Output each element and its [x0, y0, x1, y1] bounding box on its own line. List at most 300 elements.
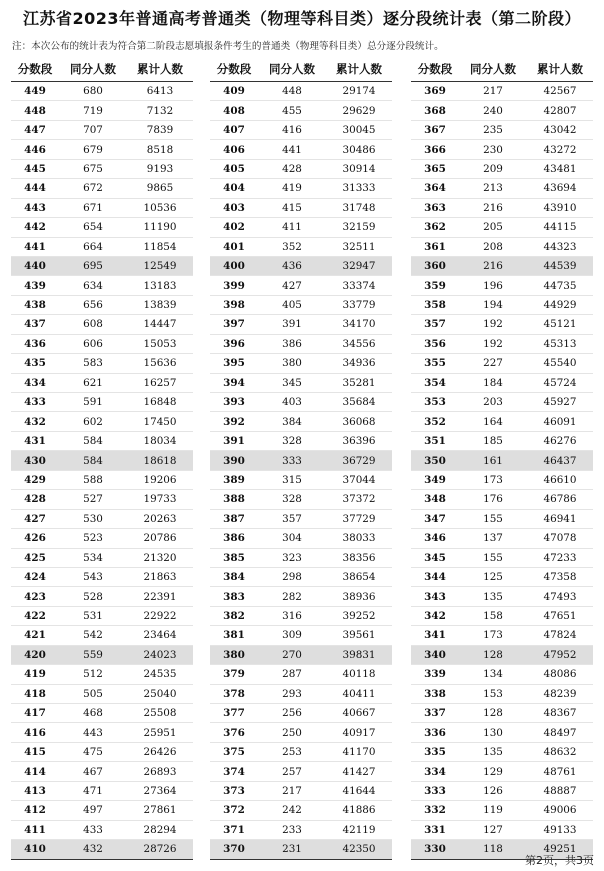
cumulative-cell: 40118 — [342, 668, 376, 681]
table-row — [411, 471, 593, 490]
cumulative-cell: 44539 — [543, 260, 577, 273]
cumulative-cell: 22391 — [143, 590, 177, 603]
table-row — [210, 412, 392, 431]
count-cell: 542 — [83, 629, 103, 642]
score-cell: 336 — [424, 726, 446, 739]
count-cell: 158 — [483, 610, 503, 623]
score-cell: 441 — [24, 240, 46, 253]
table-row — [11, 82, 193, 101]
table-row — [210, 587, 392, 606]
cumulative-cell: 45724 — [543, 376, 577, 389]
table-rows — [11, 82, 193, 860]
page-title: 江苏省2023年普通高考普通类（物理等科目类）逐分段统计表（第二阶段） — [22, 9, 582, 28]
score-cell: 436 — [24, 337, 46, 350]
cumulative-cell: 12549 — [143, 260, 177, 273]
count-cell: 654 — [83, 221, 103, 234]
count-cell: 386 — [282, 337, 302, 350]
score-cell: 444 — [24, 182, 46, 195]
score-cell: 413 — [24, 784, 46, 797]
cumulative-cell: 18034 — [143, 435, 177, 448]
table-row — [210, 782, 392, 801]
score-cell: 434 — [24, 376, 46, 389]
cumulative-cell: 41644 — [342, 784, 376, 797]
score-cell: 360 — [424, 260, 446, 273]
table-row — [411, 821, 593, 840]
score-cell: 410 — [24, 843, 46, 856]
table-row — [11, 412, 193, 431]
header-count: 同分人数 — [470, 62, 516, 76]
count-cell: 352 — [282, 240, 302, 253]
score-cell: 429 — [24, 473, 46, 486]
score-cell: 445 — [24, 162, 46, 175]
score-cell: 376 — [223, 726, 245, 739]
table-row — [11, 685, 193, 704]
cumulative-cell: 41170 — [342, 746, 376, 759]
table-row — [210, 374, 392, 393]
count-cell: 293 — [282, 687, 302, 700]
table-row — [11, 607, 193, 626]
score-cell: 439 — [24, 279, 46, 292]
cumulative-cell: 47952 — [543, 648, 577, 661]
table-row — [11, 335, 193, 354]
count-cell: 213 — [483, 182, 503, 195]
count-cell: 405 — [282, 299, 302, 312]
cumulative-cell: 9193 — [146, 162, 174, 175]
table-row — [210, 607, 392, 626]
score-cell: 392 — [223, 415, 245, 428]
table-row — [210, 140, 392, 159]
count-cell: 427 — [282, 279, 302, 292]
score-cell: 364 — [424, 182, 446, 195]
count-cell: 443 — [83, 726, 103, 739]
score-cell: 418 — [24, 687, 46, 700]
count-cell: 380 — [282, 357, 302, 370]
cumulative-cell: 36068 — [342, 415, 376, 428]
count-cell: 664 — [83, 240, 103, 253]
score-cell: 363 — [424, 201, 446, 214]
count-cell: 719 — [83, 104, 103, 117]
score-cell: 382 — [223, 610, 245, 623]
cumulative-cell: 30914 — [342, 162, 376, 175]
count-cell: 173 — [483, 629, 503, 642]
count-cell: 257 — [282, 765, 302, 778]
score-cell: 422 — [24, 610, 46, 623]
table-row — [411, 276, 593, 295]
count-cell: 328 — [282, 435, 302, 448]
cumulative-cell: 13183 — [143, 279, 177, 292]
score-cell: 435 — [24, 357, 46, 370]
score-cell: 401 — [223, 240, 245, 253]
table-row — [11, 179, 193, 198]
table-row — [210, 82, 392, 101]
table-row — [210, 821, 392, 840]
score-cell: 402 — [223, 221, 245, 234]
cumulative-cell: 49251 — [543, 843, 577, 856]
count-cell: 126 — [483, 784, 503, 797]
count-cell: 304 — [282, 532, 302, 545]
count-cell: 282 — [282, 590, 302, 603]
count-cell: 428 — [282, 162, 302, 175]
count-cell: 298 — [282, 571, 302, 584]
cumulative-cell: 43042 — [543, 124, 577, 137]
score-cell: 341 — [424, 629, 446, 642]
table-row — [11, 782, 193, 801]
score-cell: 386 — [223, 532, 245, 545]
count-cell: 333 — [282, 454, 302, 467]
count-cell: 606 — [83, 337, 103, 350]
count-cell: 530 — [83, 512, 103, 525]
cumulative-cell: 38356 — [342, 551, 376, 564]
cumulative-cell: 39561 — [342, 629, 376, 642]
score-cell: 432 — [24, 415, 46, 428]
count-cell: 528 — [83, 590, 103, 603]
count-cell: 588 — [83, 473, 103, 486]
cumulative-cell: 45540 — [543, 357, 577, 370]
cumulative-cell: 42119 — [342, 823, 376, 836]
table-row — [411, 140, 593, 159]
score-cell: 348 — [424, 493, 446, 506]
table-row — [411, 665, 593, 684]
count-cell: 227 — [483, 357, 503, 370]
table-row — [411, 801, 593, 820]
table-rows — [411, 82, 593, 860]
cumulative-cell: 48367 — [543, 707, 577, 720]
count-cell: 433 — [83, 823, 103, 836]
count-cell: 584 — [83, 454, 103, 467]
table-row — [11, 549, 193, 568]
score-cell: 411 — [24, 823, 46, 836]
cumulative-cell: 39831 — [342, 648, 376, 661]
table-row — [411, 626, 593, 645]
count-cell: 345 — [282, 376, 302, 389]
cumulative-cell: 32511 — [342, 240, 376, 253]
count-cell: 419 — [282, 182, 302, 195]
count-cell: 173 — [483, 473, 503, 486]
count-cell: 527 — [83, 493, 103, 506]
table-row — [11, 140, 193, 159]
count-cell: 416 — [282, 124, 302, 137]
count-cell: 125 — [483, 571, 503, 584]
score-cell: 397 — [223, 318, 245, 331]
cumulative-cell: 42350 — [342, 843, 376, 856]
table-row — [210, 354, 392, 373]
score-cell: 395 — [223, 357, 245, 370]
score-cell: 412 — [24, 804, 46, 817]
score-cell: 448 — [24, 104, 46, 117]
table-row — [210, 179, 392, 198]
cumulative-cell: 21320 — [143, 551, 177, 564]
count-cell: 602 — [83, 415, 103, 428]
score-cell: 446 — [24, 143, 46, 156]
count-cell: 196 — [483, 279, 503, 292]
score-cell: 351 — [424, 435, 446, 448]
score-cell: 419 — [24, 668, 46, 681]
cumulative-cell: 41886 — [342, 804, 376, 817]
score-cell: 352 — [424, 415, 446, 428]
cumulative-cell: 8518 — [146, 143, 174, 156]
count-cell: 309 — [282, 629, 302, 642]
cumulative-cell: 18618 — [143, 454, 177, 467]
table-row — [11, 587, 193, 606]
cumulative-cell: 25508 — [143, 707, 177, 720]
header-count: 同分人数 — [269, 62, 315, 76]
score-cell: 362 — [424, 221, 446, 234]
score-cell: 374 — [223, 765, 245, 778]
table-row — [11, 218, 193, 237]
count-cell: 448 — [282, 85, 302, 98]
cumulative-cell: 30486 — [342, 143, 376, 156]
count-cell: 192 — [483, 337, 503, 350]
header-score: 分数段 — [17, 62, 53, 76]
score-table-column-3 — [411, 57, 593, 860]
table-row — [11, 723, 193, 742]
cumulative-cell: 27364 — [143, 784, 177, 797]
score-cell: 373 — [223, 784, 245, 797]
count-cell: 209 — [483, 162, 503, 175]
table-row — [411, 762, 593, 781]
cumulative-cell: 26426 — [143, 746, 177, 759]
score-cell: 428 — [24, 493, 46, 506]
score-cell: 416 — [24, 726, 46, 739]
table-row — [11, 568, 193, 587]
table-note: 注：本次公布的统计表为符合第二阶段志愿填报条件考生的普通类（物理等科目类）总分逐分段统计。 — [12, 41, 444, 52]
score-cell: 345 — [424, 551, 446, 564]
table-row — [210, 743, 392, 762]
cumulative-cell: 43694 — [543, 182, 577, 195]
cumulative-cell: 10536 — [143, 201, 177, 214]
count-cell: 192 — [483, 318, 503, 331]
count-cell: 634 — [83, 279, 103, 292]
cumulative-cell: 17450 — [143, 415, 177, 428]
table-row — [210, 685, 392, 704]
cumulative-cell: 45927 — [543, 396, 577, 409]
table-row — [210, 646, 392, 665]
cumulative-cell: 33374 — [342, 279, 376, 292]
cumulative-cell: 47493 — [543, 590, 577, 603]
count-cell: 455 — [282, 104, 302, 117]
table-row — [210, 723, 392, 742]
count-cell: 164 — [483, 415, 503, 428]
header-cumulative: 累计人数 — [336, 62, 382, 76]
cumulative-cell: 47233 — [543, 551, 577, 564]
table-row — [11, 451, 193, 470]
table-row — [411, 490, 593, 509]
table-row — [210, 762, 392, 781]
table-row — [411, 607, 593, 626]
table-row — [11, 471, 193, 490]
score-cell: 431 — [24, 435, 46, 448]
score-cell: 354 — [424, 376, 446, 389]
table-row — [210, 199, 392, 218]
score-cell: 408 — [223, 104, 245, 117]
table-row — [210, 335, 392, 354]
score-cell: 440 — [24, 260, 46, 273]
score-cell: 381 — [223, 629, 245, 642]
table-row — [411, 335, 593, 354]
count-cell: 471 — [83, 784, 103, 797]
count-cell: 315 — [282, 473, 302, 486]
count-cell: 134 — [483, 668, 503, 681]
count-cell: 357 — [282, 512, 302, 525]
score-cell: 332 — [424, 804, 446, 817]
score-cell: 427 — [24, 512, 46, 525]
score-cell: 340 — [424, 648, 446, 661]
count-cell: 441 — [282, 143, 302, 156]
score-cell: 404 — [223, 182, 245, 195]
cumulative-cell: 38936 — [342, 590, 376, 603]
score-cell: 349 — [424, 473, 446, 486]
cumulative-cell: 46437 — [543, 454, 577, 467]
cumulative-cell: 38654 — [342, 571, 376, 584]
cumulative-cell: 32947 — [342, 260, 376, 273]
count-cell: 240 — [483, 104, 503, 117]
score-cell: 361 — [424, 240, 446, 253]
table-row — [210, 704, 392, 723]
count-cell: 203 — [483, 396, 503, 409]
count-cell: 531 — [83, 610, 103, 623]
table-row — [411, 646, 593, 665]
count-cell: 270 — [282, 648, 302, 661]
cumulative-cell: 40667 — [342, 707, 376, 720]
count-cell: 155 — [483, 512, 503, 525]
score-cell: 433 — [24, 396, 46, 409]
cumulative-cell: 42807 — [543, 104, 577, 117]
cumulative-cell: 14447 — [143, 318, 177, 331]
score-cell: 387 — [223, 512, 245, 525]
table-row — [411, 121, 593, 140]
count-cell: 591 — [83, 396, 103, 409]
count-cell: 128 — [483, 707, 503, 720]
table-row — [210, 529, 392, 548]
count-cell: 287 — [282, 668, 302, 681]
table-row — [210, 276, 392, 295]
score-cell: 378 — [223, 687, 245, 700]
table-row — [411, 549, 593, 568]
count-cell: 384 — [282, 415, 302, 428]
cumulative-cell: 20263 — [143, 512, 177, 525]
count-cell: 608 — [83, 318, 103, 331]
score-cell: 368 — [424, 104, 446, 117]
cumulative-cell: 36729 — [342, 454, 376, 467]
count-cell: 512 — [83, 668, 103, 681]
score-cell: 347 — [424, 512, 446, 525]
score-cell: 359 — [424, 279, 446, 292]
count-cell: 127 — [483, 823, 503, 836]
cumulative-cell: 37372 — [342, 493, 376, 506]
cumulative-cell: 23464 — [143, 629, 177, 642]
cumulative-cell: 9865 — [146, 182, 174, 195]
table-row — [11, 393, 193, 412]
score-cell: 394 — [223, 376, 245, 389]
score-cell: 406 — [223, 143, 245, 156]
cumulative-cell: 11854 — [143, 240, 177, 253]
count-cell: 253 — [282, 746, 302, 759]
score-cell: 398 — [223, 299, 245, 312]
table-row — [11, 743, 193, 762]
cumulative-cell: 44929 — [543, 299, 577, 312]
cumulative-cell: 39252 — [342, 610, 376, 623]
count-cell: 468 — [83, 707, 103, 720]
table-row — [11, 238, 193, 257]
score-cell: 388 — [223, 493, 245, 506]
table-row — [210, 549, 392, 568]
score-cell: 405 — [223, 162, 245, 175]
table-row — [210, 801, 392, 820]
count-cell: 467 — [83, 765, 103, 778]
count-cell: 235 — [483, 124, 503, 137]
count-cell: 256 — [282, 707, 302, 720]
count-cell: 497 — [83, 804, 103, 817]
table-header — [411, 57, 593, 82]
count-cell: 695 — [83, 260, 103, 273]
score-cell: 437 — [24, 318, 46, 331]
cumulative-cell: 36396 — [342, 435, 376, 448]
table-row — [210, 121, 392, 140]
table-row — [411, 704, 593, 723]
count-cell: 231 — [282, 843, 302, 856]
score-cell: 426 — [24, 532, 46, 545]
cumulative-cell: 13839 — [143, 299, 177, 312]
score-cell: 414 — [24, 765, 46, 778]
score-cell: 377 — [223, 707, 245, 720]
header-cumulative: 累计人数 — [137, 62, 183, 76]
count-cell: 217 — [483, 85, 503, 98]
table-row — [411, 412, 593, 431]
table-row — [11, 665, 193, 684]
table-row — [210, 568, 392, 587]
score-cell: 447 — [24, 124, 46, 137]
score-cell: 358 — [424, 299, 446, 312]
table-row — [11, 704, 193, 723]
table-row — [210, 432, 392, 451]
count-cell: 316 — [282, 610, 302, 623]
count-cell: 119 — [483, 804, 503, 817]
cumulative-cell: 34556 — [342, 337, 376, 350]
count-cell: 185 — [483, 435, 503, 448]
table-row — [411, 723, 593, 742]
score-cell: 330 — [424, 843, 446, 856]
cumulative-cell: 16257 — [143, 376, 177, 389]
cumulative-cell: 48086 — [543, 668, 577, 681]
cumulative-cell: 25951 — [143, 726, 177, 739]
cumulative-cell: 15053 — [143, 337, 177, 350]
score-cell: 430 — [24, 454, 46, 467]
table-row — [411, 160, 593, 179]
count-cell: 656 — [83, 299, 103, 312]
score-cell: 372 — [223, 804, 245, 817]
count-cell: 415 — [282, 201, 302, 214]
count-cell: 161 — [483, 454, 503, 467]
count-cell: 621 — [83, 376, 103, 389]
cumulative-cell: 43272 — [543, 143, 577, 156]
cumulative-cell: 37729 — [342, 512, 376, 525]
score-cell: 423 — [24, 590, 46, 603]
score-cell: 357 — [424, 318, 446, 331]
score-cell: 369 — [424, 85, 446, 98]
score-cell: 343 — [424, 590, 446, 603]
table-row — [411, 568, 593, 587]
score-cell: 375 — [223, 746, 245, 759]
cumulative-cell: 44735 — [543, 279, 577, 292]
cumulative-cell: 7839 — [146, 124, 174, 137]
cumulative-cell: 26893 — [143, 765, 177, 778]
table-row — [411, 510, 593, 529]
count-cell: 671 — [83, 201, 103, 214]
table-row — [11, 529, 193, 548]
score-cell: 371 — [223, 823, 245, 836]
cumulative-cell: 41427 — [342, 765, 376, 778]
cumulative-cell: 27861 — [143, 804, 177, 817]
